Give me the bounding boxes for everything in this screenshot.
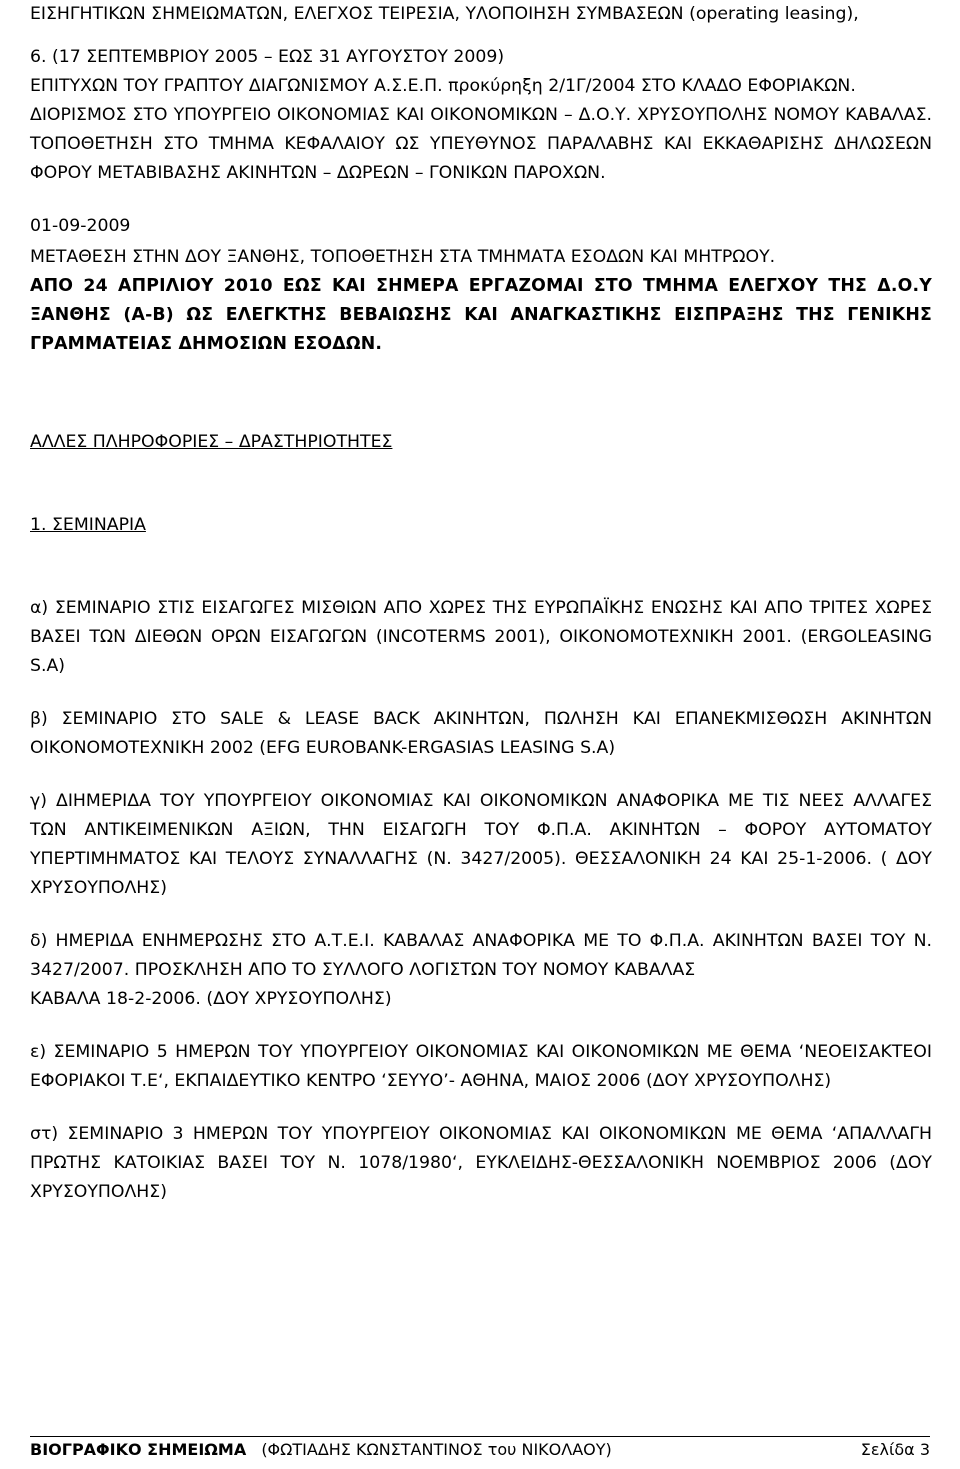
footer-author: (ΦΩΤΙΑΔΗΣ ΚΩΝΣΤΑΝΤΙΝΟΣ του ΝΙΚΟΛΑΟΥ) xyxy=(261,1440,612,1459)
item-6-exam: ΕΠΙΤΥΧΩΝ ΤΟΥ ΓΡΑΠΤΟΥ ΔΙΑΓΩΝΙΣΜΟΥ Α.Σ.Ε.Π. προκύρηξη 2/1Γ/2004 ΣΤΟ ΚΛΑΔΟ ΕΦΟΡΙΑΚΩΝ. xyxy=(30,76,856,96)
seminar-st: στ) ΣΕΜΙΝΑΡΙΟ 3 ΗΜΕΡΩΝ ΤΟΥ ΥΠΟΥΡΓΕΙΟΥ ΟΙΚΟΝΟΜΙΑΣ ΚΑΙ ΟΙΚΟΝΟΜΙΚΩΝ ΜΕ ΘΕΜΑ ‘ΑΠΑΛΛΑΓΗ ΠΡΩΤΗΣ ΚΑΤΟΙΚΙΑΣ ΒΑΣΕΙ ΤΟΥ Ν. 1078/1980‘, ΕΥΚΛΕΙΔΗΣ-ΘΕΣΣΑΛΟΝΙΚΗ ΝΟΕΜΒΡΙΟΣ 2006 (ΔΟΥ ΧΡΥΣΟΥΠΟΛΗΣ) xyxy=(30,1124,932,1202)
seminars-heading: 1. ΣΕΜΙΝΑΡΙΑ xyxy=(30,515,146,535)
item-6-period: 6. (17 ΣΕΠΤΕΜΒΡΙΟΥ 2005 – ΕΩΣ 31 ΑΥΓΟΥΣΤΟΥ 2009) xyxy=(30,47,505,67)
seminar-c: γ) ΔΙΗΜΕΡΙΔΑ ΤΟΥ ΥΠΟΥΡΓΕΙΟΥ ΟΙΚΟΝΟΜΙΑΣ ΚΑΙ ΟΙΚΟΝΟΜΙΚΩΝ ΑΝΑΦΟΡΙΚΑ ΜΕ ΤΙΣ ΝΕΕΣ ΑΛΛΑΓΕΣ ΤΩΝ ΑΝΤΙΚΕΙΜΕΝΙΚΩΝ ΑΞΙΩΝ, ΤΗΝ ΕΙΣΑΓΩΓΗ ΤΟΥ Φ.Π.Α. ΑΚΙΝΗΤΩΝ – ΦΟΡΟΥ ΑΥΤΟΜΑΤΟΥ ΥΠΕΡΤΙΜΗΜΑΤΟΣ ΚΑΙ ΤΕΛΟΥΣ ΣΥΝΑΛΛΑΓΗΣ (Ν. 3427/2005). ΘΕΣΣΑΛΟΝΙΚΗ 24 ΚΑΙ 25-1-2006. ( ΔΟΥ ΧΡΥΣΟΥΠΟΛΗΣ) xyxy=(30,791,932,898)
page-footer xyxy=(30,1436,930,1463)
section-heading: ΑΛΛΕΣ ΠΛΗΡΟΦΟΡΙΕΣ – ΔΡΑΣΤΗΡΙΟΤΗΤΕΣ xyxy=(30,432,393,452)
intro-text: ΕΙΣΗΓΗΤΙΚΩΝ ΣΗΜΕΙΩΜΑΤΩΝ, ΕΛΕΓΧΟΣ ΤΕΙΡΕΣΙΑ, ΥΛΟΠΟΙΗΣΗ ΣΥΜΒΑΣΕΩΝ (operating leasing), xyxy=(30,4,859,24)
document-body xyxy=(30,0,932,1207)
seminar-d-location: ΚΑΒΑΛΑ 18-2-2006. (ΔΟΥ ΧΡΥΣΟΥΠΟΛΗΣ) xyxy=(30,989,392,1009)
seminar-a: α) ΣΕΜΙΝΑΡΙΟ ΣΤΙΣ ΕΙΣΑΓΩΓΕΣ ΜΙΣΘΙΩΝ ΑΠΟ ΧΩΡΕΣ ΤΗΣ ΕΥΡΩΠΑΪΚΗΣ ΕΝΩΣΗΣ ΚΑΙ ΑΠΟ ΤΡΙΤΕΣ ΧΩΡΕΣ ΒΑΣΕΙ ΤΩΝ ΔΙΕΘΩΝ ΟΡΩΝ ΕΙΣΑΓΩΓΩΝ (INCOTERMS 2001), ΟΙΚΟΝΟΜΟΤΕΧΝΙΚΗ 2001. (ERGOLEASING S.A) xyxy=(30,598,932,676)
seminar-d: δ) ΗΜΕΡΙΔΑ ΕΝΗΜΕΡΩΣΗΣ ΣΤΟ Α.Τ.Ε.Ι. ΚΑΒΑΛΑΣ ΑΝΑΦΟΡΙΚΑ ΜΕ ΤΟ Φ.Π.Α. ΑΚΙΝΗΤΩΝ ΒΑΣΕΙ ΤΟΥ Ν. 3427/2007. ΠΡΟΣΚΛΗΣΗ ΑΠΟ ΤΟ ΣΥΛΛΟΓΟ ΛΟΓΙΣΤΩΝ ΤΟΥ ΝΟΜΟΥ ΚΑΒΑΛΑΣ xyxy=(30,931,932,980)
transfer-date: 01-09-2009 xyxy=(30,216,131,236)
footer-title: ΒΙΟΓΡΑΦΙΚΟ ΣΗΜΕΙΩΜΑ xyxy=(30,1440,247,1459)
seminar-e: ε) ΣΕΜΙΝΑΡΙΟ 5 ΗΜΕΡΩΝ ΤΟΥ ΥΠΟΥΡΓΕΙΟΥ ΟΙΚΟΝΟΜΙΑΣ ΚΑΙ ΟΙΚΟΝΟΜΙΚΩΝ ΜΕ ΘΕΜΑ ‘ΝΕΟΕΙΣΑΚΤΕΟΙ ΕΦΟΡΙΑΚΟΙ Τ.Ε‘, ΕΚΠΑΙΔΕΥΤΙΚΟ ΚΕΝΤΡΟ ‘ΣΕΥΥΟ’- ΑΘΗΝΑ, ΜΑΙΟΣ 2006 (ΔΟΥ ΧΡΥΣΟΥΠΟΛΗΣ) xyxy=(30,1042,932,1091)
transfer-text: ΜΕΤΑΘΕΣΗ ΣΤΗΝ ΔΟΥ ΞΑΝΘΗΣ, ΤΟΠΟΘΕΤΗΣΗ ΣΤΑ ΤΜΗΜΑΤΑ ΕΣΟΔΩΝ ΚΑΙ ΜΗΤΡΩΟΥ. xyxy=(30,247,776,267)
current-position: ΑΠΟ 24 ΑΠΡΙΛΙΟΥ 2010 ΕΩΣ ΚΑΙ ΣΗΜΕΡΑ ΕΡΓΑΖΟΜΑΙ ΣΤΟ ΤΜΗΜΑ ΕΛΕΓΧΟΥ ΤΗΣ Δ.Ο.Υ ΞΑΝΘΗΣ (Α-Β) ΩΣ ΕΛΕΓΚΤΗΣ ΒΕΒΑΙΩΣΗΣ ΚΑΙ ΑΝΑΓΚΑΣΤΙΚΗΣ ΕΙΣΠΡΑΞΗΣ ΤΗΣ ΓΕΝΙΚΗΣ ΓΡΑΜΜΑΤΕΙΑΣ ΔΗΜΟΣΙΩΝ ΕΣΟΔΩΝ. xyxy=(30,276,932,354)
page-number: Σελίδα 3 xyxy=(860,1440,930,1459)
item-6-appointment: ΔΙΟΡΙΣΜΟΣ ΣΤΟ ΥΠΟΥΡΓΕΙΟ ΟΙΚΟΝΟΜΙΑΣ ΚΑΙ ΟΙΚΟΝΟΜΙΚΩΝ – Δ.Ο.Υ. ΧΡΥΣΟΥΠΟΛΗΣ ΝΟΜΟΥ ΚΑΒΑΛΑΣ. ΤΟΠΟΘΕΤΗΣΗ ΣΤΟ ΤΜΗΜΑ ΚΕΦΑΛΑΙΟΥ ΩΣ ΥΠΕΥΘΥΝΟΣ ΠΑΡΑΛΑΒΗΣ ΚΑΙ ΕΚΚΑΘΑΡΙΣΗΣ ΔΗΛΩΣΕΩΝ ΦΟΡΟΥ ΜΕΤΑΒΙΒΑΣΗΣ ΑΚΙΝΗΤΩΝ – ΔΩΡΕΩΝ – ΓΟΝΙΚΩΝ ΠΑΡΟΧΩΝ. xyxy=(30,105,932,183)
footer-left xyxy=(30,1437,612,1463)
seminar-b: β) ΣΕΜΙΝΑΡΙΟ ΣΤΟ SALE & LEASE BACK ΑΚΙΝΗΤΩΝ, ΠΩΛΗΣΗ ΚΑΙ ΕΠΑΝΕΚΜΙΣΘΩΣΗ ΑΚΙΝΗΤΩΝ ΟΙΚΟΝΟΜΟΤΕΧΝΙΚΗ 2002 (EFG EUROBANK-ERGASIAS LEASING S.A) xyxy=(30,709,932,758)
